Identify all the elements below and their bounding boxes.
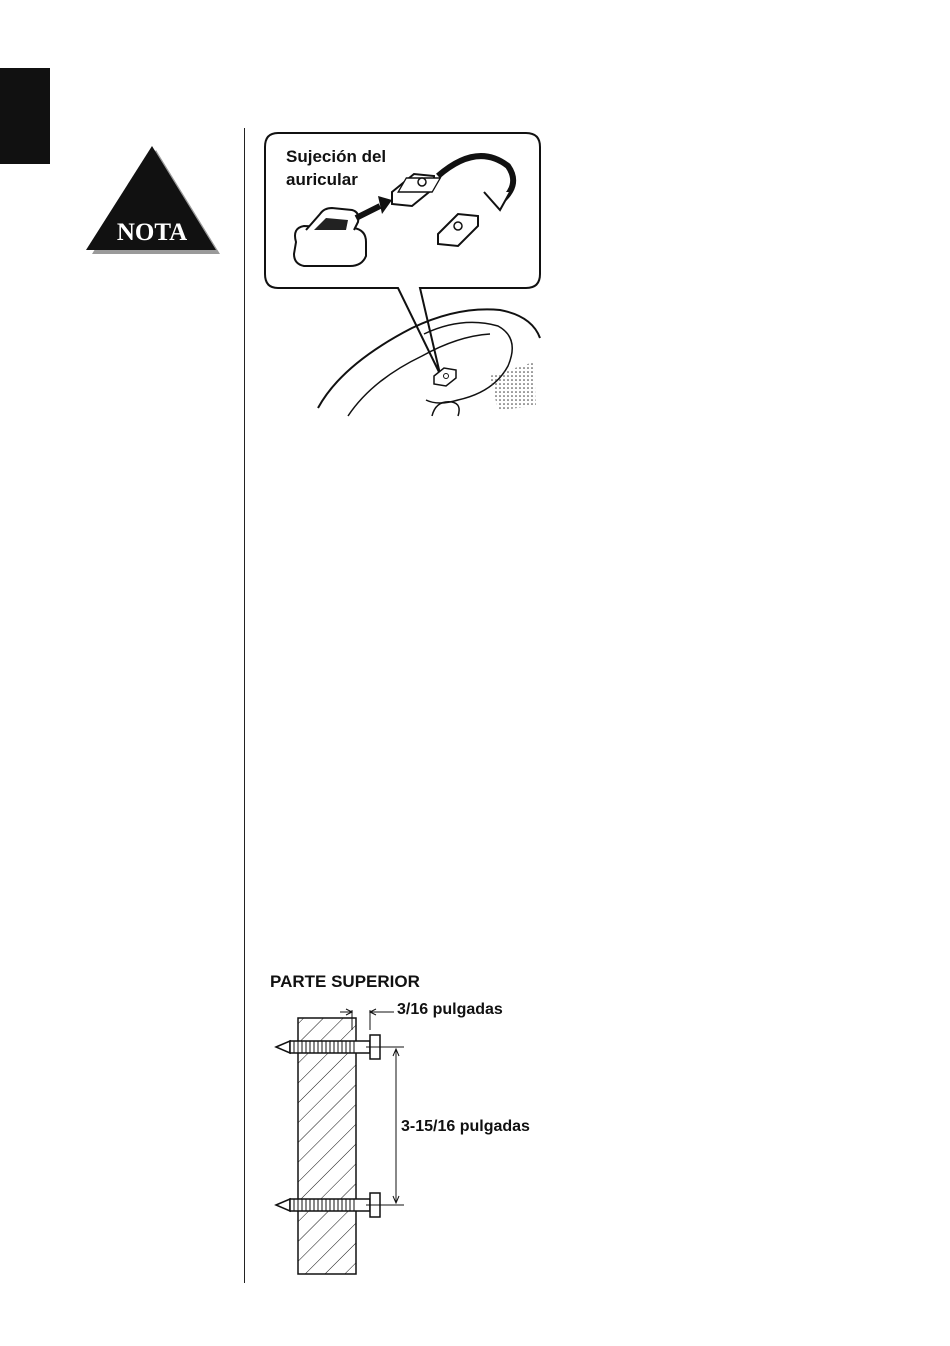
section-tab-marker xyxy=(0,68,50,164)
offset-arrow-left xyxy=(340,1009,352,1015)
handset-clip-title xyxy=(286,145,386,191)
wall-section xyxy=(298,1018,356,1274)
nota-warning-icon xyxy=(82,144,222,256)
nota-label: NOTA xyxy=(116,219,188,246)
page-divider-line xyxy=(244,128,245,1283)
wall-mount-screw-diagram xyxy=(262,1000,562,1275)
screw-offset-dimension: 3/16 pulgadas xyxy=(397,1001,503,1018)
offset-arrow-right xyxy=(370,1009,394,1015)
mounting-figure-title: PARTE SUPERIOR xyxy=(270,972,420,991)
screw-spacing-dimension: 3-15/16 pulgadas xyxy=(401,1118,530,1135)
handset-clip-title-line1: Sujeción del xyxy=(286,147,387,166)
handset-clip-title-line2: auricular xyxy=(286,170,358,189)
